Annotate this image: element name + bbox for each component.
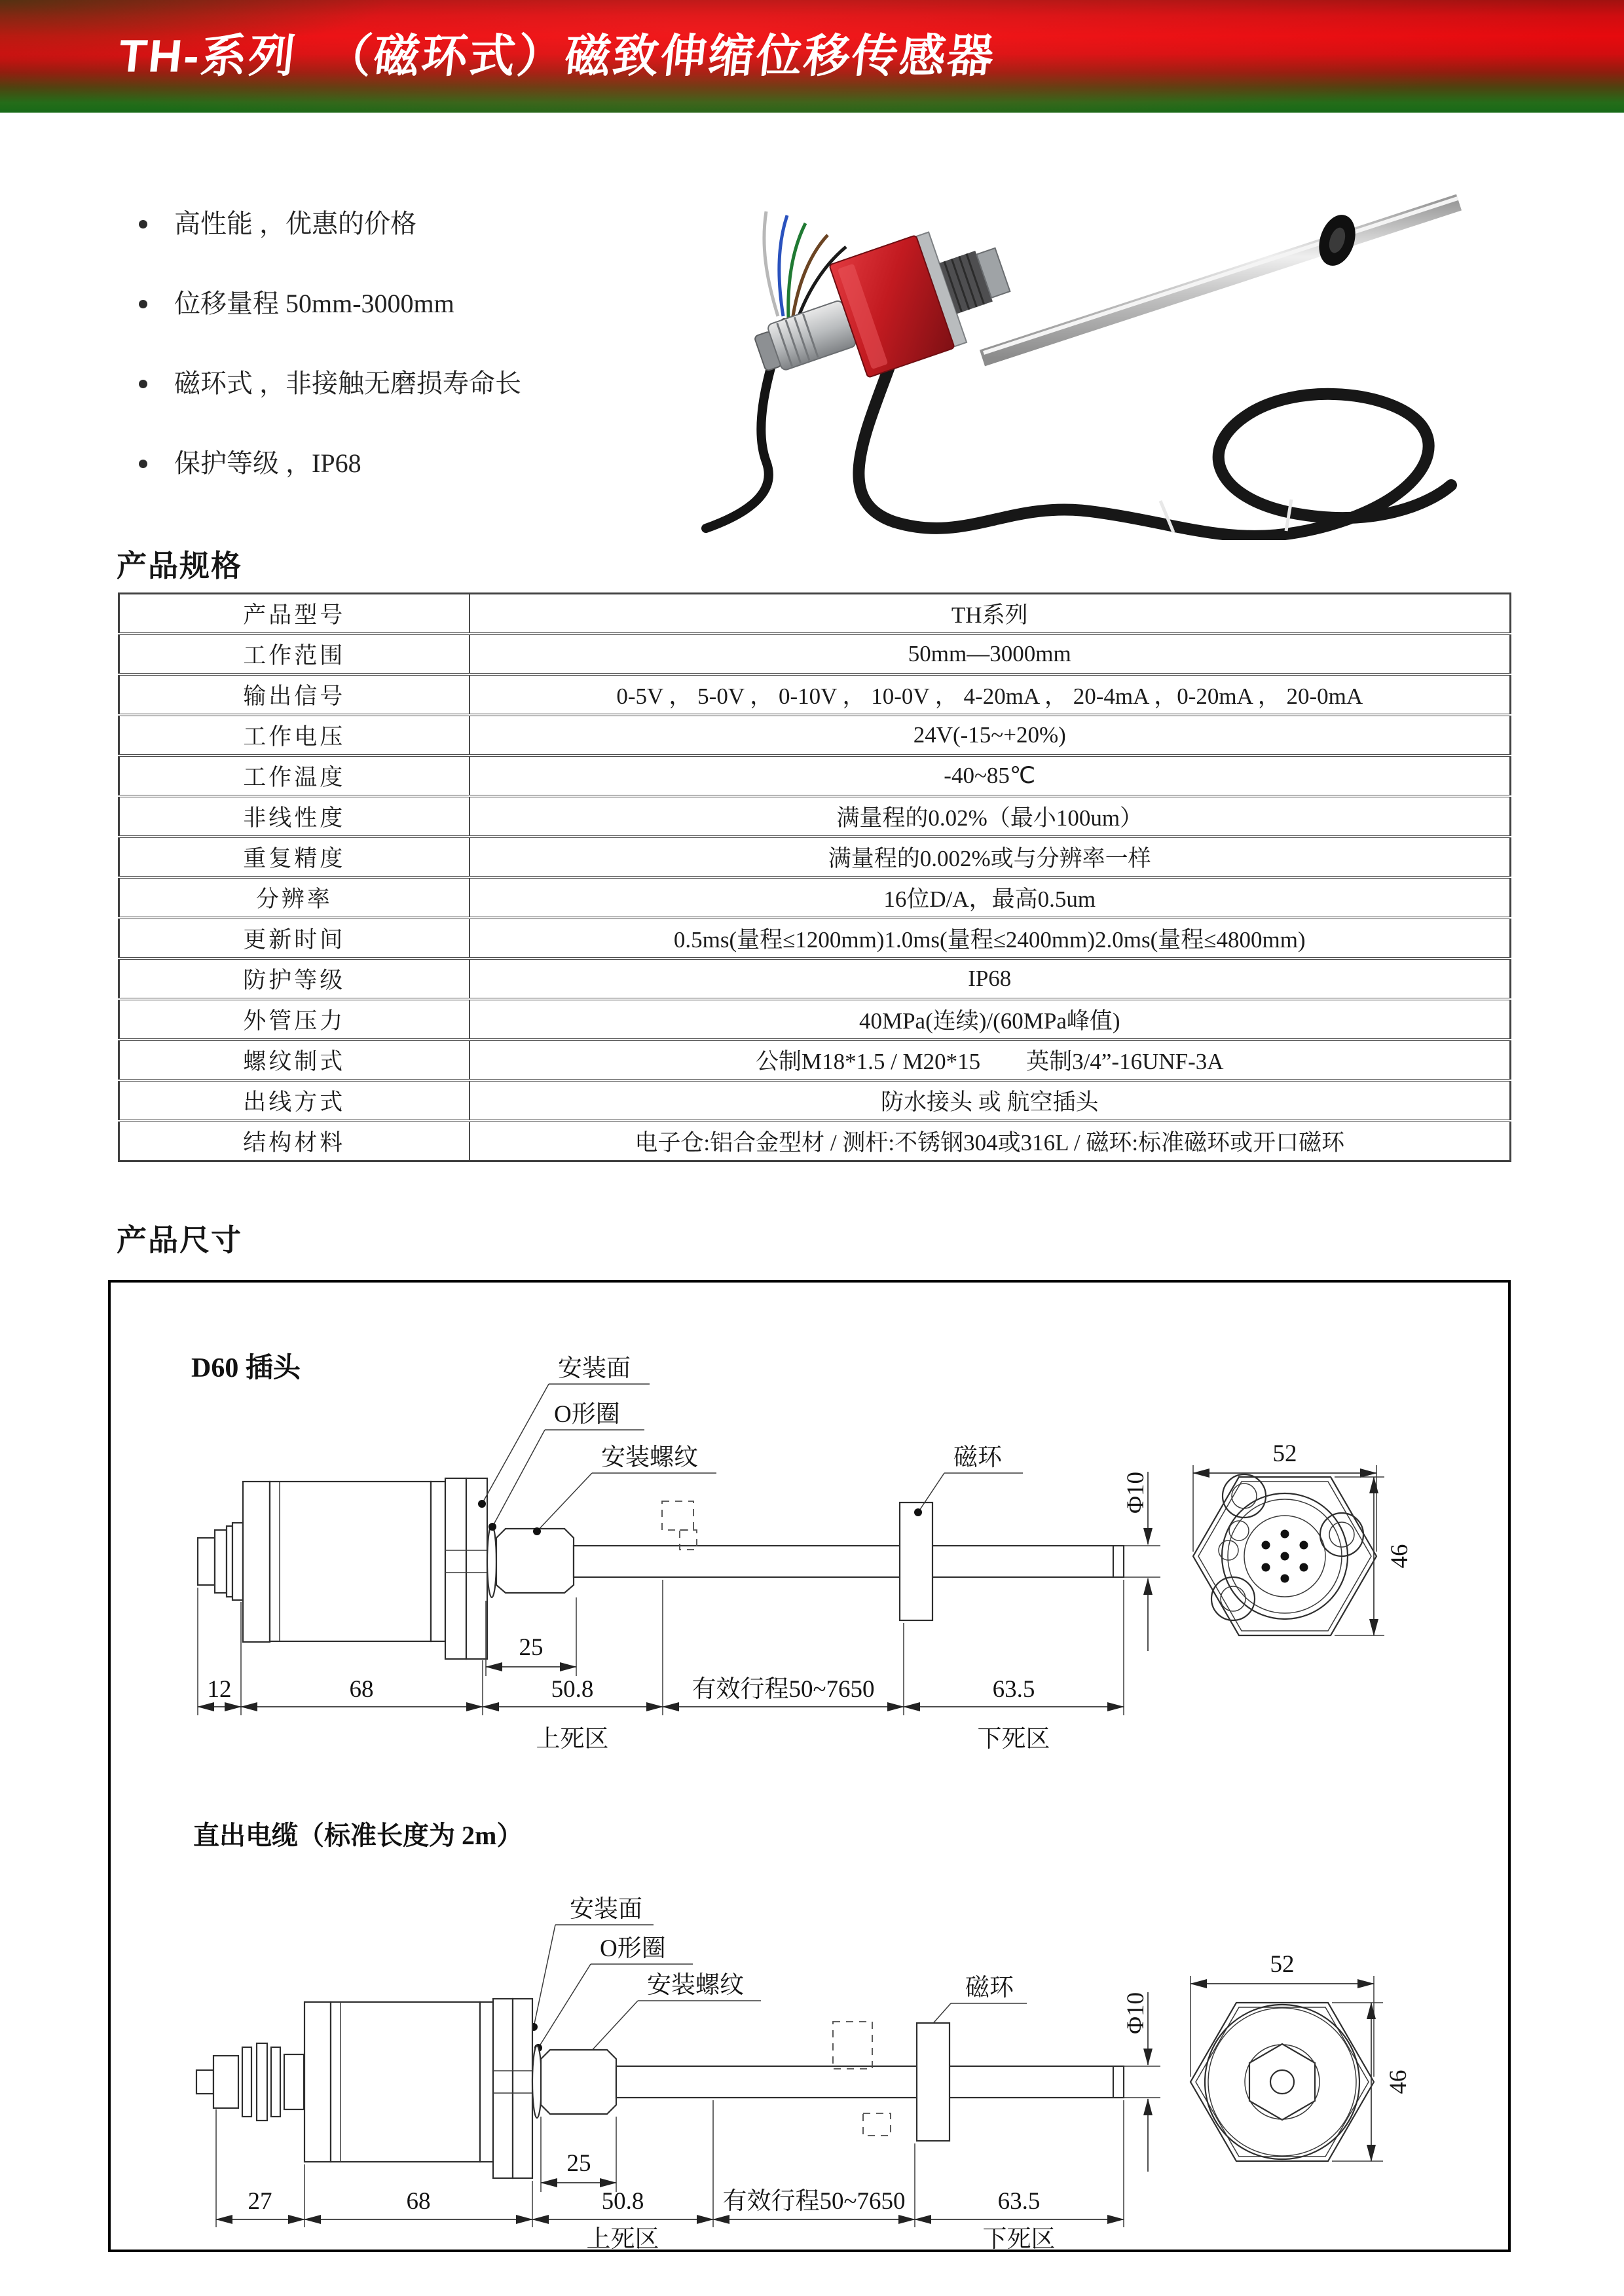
label-rod-diameter: Φ10 [1122,1471,1149,1514]
label-rod-diameter: Φ10 [1122,1992,1149,2035]
dim-upper-dead-label: 上死区 [586,2226,659,2252]
dim-hex-height: 46 [1385,2069,1412,2094]
drawing1-title: D60 插头 [191,1353,301,1383]
spec-label: 结构材料 [119,1121,470,1161]
feature-item [128,208,678,240]
drawing1 [108,1280,1511,1771]
spec-row [119,634,1511,674]
magnet-ring [1313,210,1361,270]
spec-value: 0-5V ， 5-0V ， 0-10V ， 10-0V ， 4-20mA ， 20-4mA ，0-20mA ， 20-0mA [470,674,1511,715]
feature-list [128,208,678,528]
spec-row [119,918,1511,958]
dim-body: 68 [349,1676,374,1703]
feature-item [128,448,678,479]
drawing2-side-view [196,1999,1124,2178]
spec-row [119,796,1511,837]
dim-hex-width: 52 [1272,1440,1297,1467]
spec-label: 工作范围 [119,634,470,674]
dim-body: 68 [406,2188,431,2215]
label-magnet-ring: 磁环 [965,1975,1014,2001]
sensor-rod [982,202,1459,358]
spec-value: IP68 [470,958,1511,999]
sensor-housing [829,231,967,378]
bullet-icon [139,300,147,308]
spec-label: 非线性度 [119,796,470,837]
spec-label: 出线方式 [119,1080,470,1121]
specs-table-body [119,594,1511,1161]
dim-upper-dead: 50.8 [551,1676,594,1703]
spec-label: 分辨率 [119,877,470,918]
specs-heading: 产品规格 [117,549,242,583]
dim-left: 27 [248,2188,272,2215]
spec-value: 满量程的0.002%或与分辨率一样 [470,837,1511,877]
header-banner [0,0,1624,113]
label-o-ring: O形圈 [554,1401,620,1428]
dim-lower-dead-label: 下死区 [982,2226,1056,2252]
feature-text: 磁环式 ，非接触无磨损寿命长 [174,369,521,398]
spec-row [119,1080,1511,1121]
label-magnet-ring: 磁环 [953,1444,1002,1471]
drawing2-end-view [1190,1951,1412,2161]
drawing2-title: 直出电缆（标准长度为 2m） [193,1821,523,1850]
spec-label: 外管压力 [119,999,470,1040]
dim-lower-dead: 63.5 [997,2188,1041,2215]
spec-label: 重复精度 [119,837,470,877]
bullet-icon [139,380,147,388]
drawing2 [108,1771,1511,2252]
spec-row [119,1040,1511,1080]
dim-stroke: 有效行程50~7650 [722,2188,906,2215]
spec-value: 电子仓:铝合金型材 / 测杆:不锈钢304或316L / 磁环:标准磁环或开口磁环 [470,1121,1511,1161]
bullet-icon [139,460,147,468]
product-photo [668,147,1493,540]
label-mount-thread: 安装螺纹 [647,1972,744,1999]
drawing1-end-view [1193,1440,1413,1635]
spec-label: 输出信号 [119,674,470,715]
spec-label: 更新时间 [119,918,470,958]
dim-hex-width: 52 [1270,1951,1295,1978]
dim-upper-dead-label: 上死区 [536,1726,609,1753]
flange-screws [1211,1474,1363,1620]
spec-label: 工作电压 [119,715,470,756]
dim-stroke: 有效行程50~7650 [692,1676,875,1703]
dim-hex-height: 46 [1386,1544,1413,1569]
feature-text: 位移量程 50mm-3000mm [174,289,454,318]
spec-value: 40MPa(连续)/(60MPa峰值) [470,999,1511,1040]
dim-upper-dead: 50.8 [601,2188,644,2215]
drawing2-callouts [530,1895,1160,2172]
spec-row [119,756,1511,796]
label-mount-face: 安装面 [558,1355,631,1382]
spec-value: 满量程的0.02%（最小100um） [470,796,1511,837]
spec-row [119,877,1511,918]
spec-label: 螺纹制式 [119,1040,470,1080]
spec-row [119,715,1511,756]
label-mount-face: 安装面 [570,1896,642,1923]
feature-text: 高性能 ，优惠的价格 [174,209,416,238]
spec-row [119,958,1511,999]
spec-label: 防护等级 [119,958,470,999]
connector-plug [752,300,857,376]
feature-item [128,368,678,399]
page-title: TH-系列 （磁环式）磁致伸缩位移传感器 [116,30,999,82]
drawing1-callouts [478,1355,1160,1651]
specs-table [118,592,1511,1162]
dim-thread: 25 [519,1634,544,1661]
spec-value: 防水接头 或 航空插头 [470,1080,1511,1121]
spec-row [119,594,1511,634]
spec-row [119,674,1511,715]
main-cable [858,363,1451,536]
dim-lower-dead-label: 下死区 [977,1726,1050,1753]
spec-row [119,999,1511,1040]
label-mount-thread: 安装螺纹 [601,1444,698,1471]
connector-pins [1262,1530,1308,1583]
dim-left: 12 [207,1676,232,1703]
spec-value: 50mm—3000mm [470,634,1511,674]
feature-item [128,288,678,319]
feature-text: 保护等级 ，IP68 [174,448,361,478]
bullet-icon [139,220,147,228]
dim-lower-dead: 63.5 [992,1676,1035,1703]
dimensions-heading: 产品尺寸 [117,1223,242,1257]
spec-value: -40~85℃ [470,756,1511,796]
spec-value: 公制M18*1.5 / M20*15 英制3/4”-16UNF-3A [470,1040,1511,1080]
spec-value: 16位D/A，最高0.5um [470,877,1511,918]
spec-value: TH系列 [470,594,1511,634]
drawing1-side-view [198,1478,1124,1659]
rod-highlight [984,198,1458,353]
spec-value: 24V(-15~+20%) [470,715,1511,756]
spec-value: 0.5ms(量程≤1200mm)1.0ms(量程≤2400mm)2.0ms(量程≤4800mm) [470,918,1511,958]
spec-label: 产品型号 [119,594,470,634]
spec-row [119,837,1511,877]
spec-label: 工作温度 [119,756,470,796]
dim-thread: 25 [566,2150,591,2177]
label-o-ring: O形圈 [600,1935,666,1962]
spec-row [119,1121,1511,1161]
